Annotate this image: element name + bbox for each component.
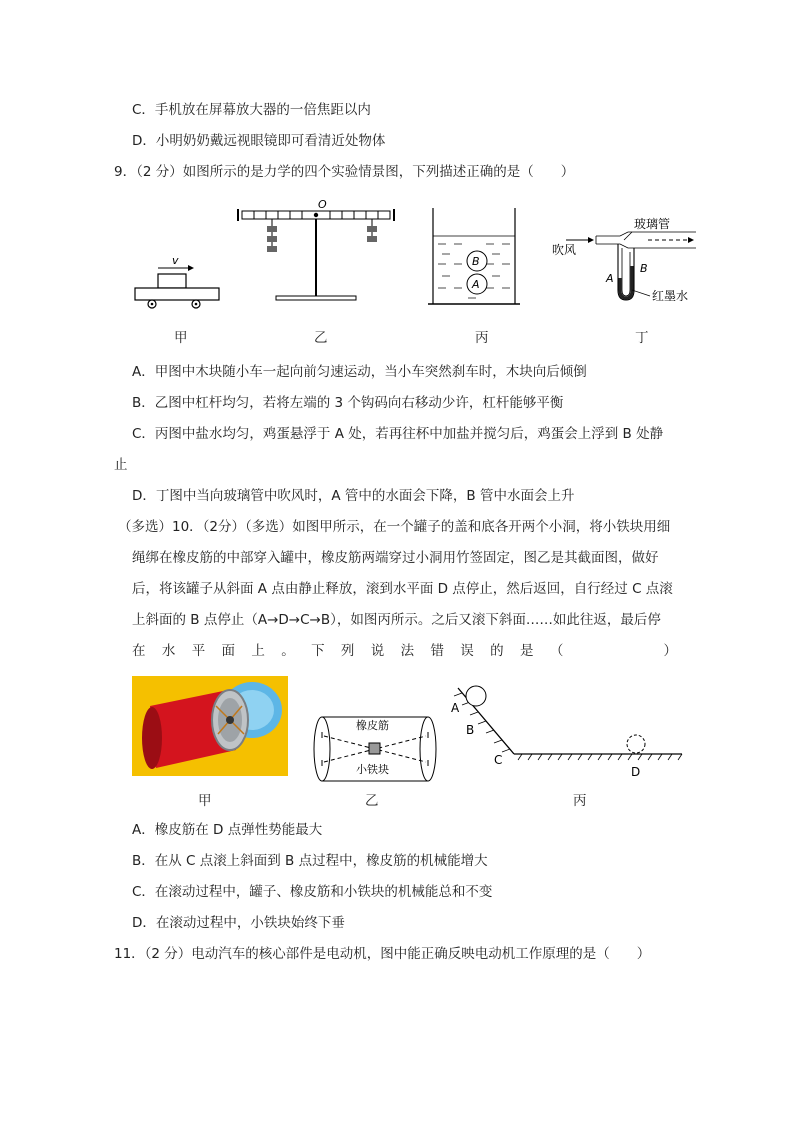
q10-stem-line5: 在 水 平 面 上 。 下 列 说 法 错 误 的 是 （ ） <box>132 643 677 659</box>
q9-caption-bing: 丙 <box>475 330 489 346</box>
egg-b-label: B <box>472 255 480 268</box>
q9-caption-ding: 丁 <box>635 330 649 346</box>
q9-option-c: C．丙图中盐水均匀，鸡蛋悬浮于 A 处，若再往杯中加盐并搅匀后，鸡蛋会上浮到 B 处静 <box>132 426 664 442</box>
q9-option-d: D．丁图中当向玻璃管中吹风时，A 管中的水面会下降，B 管中水面会上升 <box>132 488 575 504</box>
q10-option-d: D．在滚动过程中，小铁块始终下垂 <box>132 915 345 931</box>
q9-caption-jia: 甲 <box>174 330 188 346</box>
q9-figure-utube <box>548 200 698 310</box>
q10-option-a: A．橡皮筋在 D 点弹性势能最大 <box>132 822 323 838</box>
tube-a-label: A <box>606 272 614 285</box>
q10-figure-can-photo <box>132 676 288 776</box>
tube-b-label: B <box>640 262 648 275</box>
rubber-band-label: 橡皮筋 <box>356 719 389 732</box>
q9-option-b: B．乙图中杠杆均匀，若将左端的 3 个钩码向右移动少许，杠杆能够平衡 <box>132 395 564 411</box>
q10-stem-line1: （多选）10．（2分）（多选）如图甲所示，在一个罐子的盖和底各开两个小洞，将小铁块用细 <box>118 519 671 535</box>
q10-caption-bing: 丙 <box>573 793 587 809</box>
iron-block-label: 小铁块 <box>356 763 389 776</box>
point-c-label: C <box>494 753 503 767</box>
q10-figure-incline <box>448 682 688 782</box>
q10-caption-yi: 乙 <box>365 793 379 809</box>
q9-figure-cart <box>130 250 230 310</box>
q10-option-b: B．在从 C 点滚上斜面到 B 点过程中，橡皮筋的机械能增大 <box>132 853 488 869</box>
q10-stem-line4: 上斜面的 B 点停止（A→D→C→B），如图丙所示。之后又滚下斜面……如此往返，最后停 <box>132 612 661 628</box>
point-b-label: B <box>466 723 475 737</box>
point-a-label: A <box>451 701 460 715</box>
pivot-label: O <box>318 198 327 211</box>
egg-a-label: A <box>472 278 480 291</box>
q9-option-c-cont: 止 <box>114 457 128 473</box>
q10-option-c: C．在滚动过程中，罐子、橡皮筋和小铁块的机械能总和不变 <box>132 884 493 900</box>
glass-tube-label: 玻璃管 <box>634 217 671 231</box>
q9-option-a: A．甲图中木块随小车一起向前匀速运动，当小车突然刹车时，木块向后倾倒 <box>132 364 587 380</box>
q10-caption-jia: 甲 <box>198 793 212 809</box>
q9-stem: 9．（2 分）如图所示的是力学的四个实验情景图，下列描述正确的是（ ） <box>114 164 575 180</box>
point-d-label: D <box>631 765 641 779</box>
q10-stem-line2: 绳绑在橡皮筋的中部穿入罐中，橡皮筋两端穿过小洞用竹签固定，图乙是其截面图，做好 <box>132 550 659 566</box>
blow-label: 吹风 <box>552 243 577 257</box>
q10-stem-line3: 后，将该罐子从斜面 A 点由静止释放，滚到水平面 D 点停止，然后返回，自行经过 C 点滚 <box>132 581 673 597</box>
q9-figure-beaker <box>428 206 520 308</box>
q10-figure-cross-section <box>314 714 436 784</box>
red-ink-label: 红墨水 <box>652 289 689 303</box>
velocity-label: v <box>172 254 179 267</box>
q9-caption-yi: 乙 <box>314 330 328 346</box>
q11-stem: 11．（2 分）电动汽车的核心部件是电动机，图中能正确反映电动机工作原理的是（ ） <box>114 946 651 962</box>
q8-option-c: C．手机放在屏幕放大器的一倍焦距以内 <box>132 102 371 118</box>
q8-option-d: D．小明奶奶戴远视眼镜即可看清近处物体 <box>132 133 386 149</box>
q9-figure-lever <box>232 196 402 308</box>
